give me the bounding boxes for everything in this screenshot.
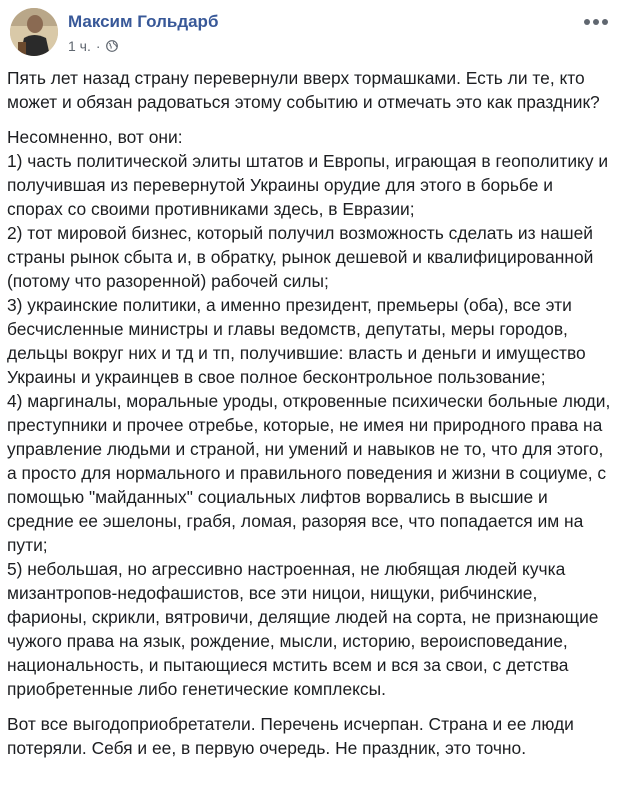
author-name[interactable]: Максим Гольдарб [68, 12, 219, 31]
avatar-image [10, 8, 58, 56]
more-options-button[interactable] [584, 16, 608, 28]
post-meta [68, 38, 118, 54]
post-text [7, 66, 613, 771]
ellipsis-icon [584, 19, 590, 25]
ellipsis-icon [593, 19, 599, 25]
ellipsis-icon [602, 19, 608, 25]
avatar[interactable] [10, 8, 58, 56]
meta-separator: · [95, 38, 101, 54]
post-paragraph-intro: Пять лет назад страну перевернули вверх тормашками. Есть ли те, кто может и обязан радоваться этому событию и отмечать это как праздник? [7, 68, 600, 112]
post-timestamp[interactable]: 1 ч. [68, 38, 91, 54]
post-header [10, 8, 610, 60]
post-paragraph-conclusion: Вот все выгодоприобретатели. Перечень исчерпан. Страна и ее люди потеряли. Себя и ее, в первую очередь. Не праздник, это точно. [7, 714, 574, 758]
globe-icon [106, 40, 118, 52]
post-paragraph-list: Несомненно, вот они: 1) часть политической элиты штатов и Европы, играющая в геополитику и получившая из перевернутой Украины орудие для этого в борьбе и спорах со своими противниками здесь, в Евразии; 2) тот мировой бизнес, который получил возможность сделать из нашей страны рынок сбыта и, в обратку, рынок дешевой и квалифицированной (потому что разоренной) рабочей силы; 3) украинские политики, а именно президент, премьеры (оба), все эти бесчисленные министры и главы ведомств, депутаты, меры городов, дельцы вокруг них и тд и тп, получившие: власть и деньги и имущество Украины и украинцев в свое полное бесконтрольное пользование; 4) маргиналы, моральные уроды, откровенные психически больные люди, преступники и прочее отребье, которые, не имея ни природного права на управление людьми и страной, ни умений и навыков не то, что для этого, а просто для нормального и правильного поведения и жизни в социуме, с помощью "майданных" социальных лифтов ворвались в высшие и средние ее эшелоны, грабя, ломая, разоряя все, что попадается им на пути; 5) небольшая, но агрессивно настроенная, не любящая людей кучка мизантропов-недофашистов, все эти ницои, нищуки, рибчинские, фарионы, скрикли, вятровичи, делящие людей на сорта, не признающие чужого права на язык, рождение, мысли, историю, вероисповедание, национальность, и пытающиеся мстить всем и вся за свои, с детства приобретенные либо генетические комплексы. [7, 127, 611, 699]
